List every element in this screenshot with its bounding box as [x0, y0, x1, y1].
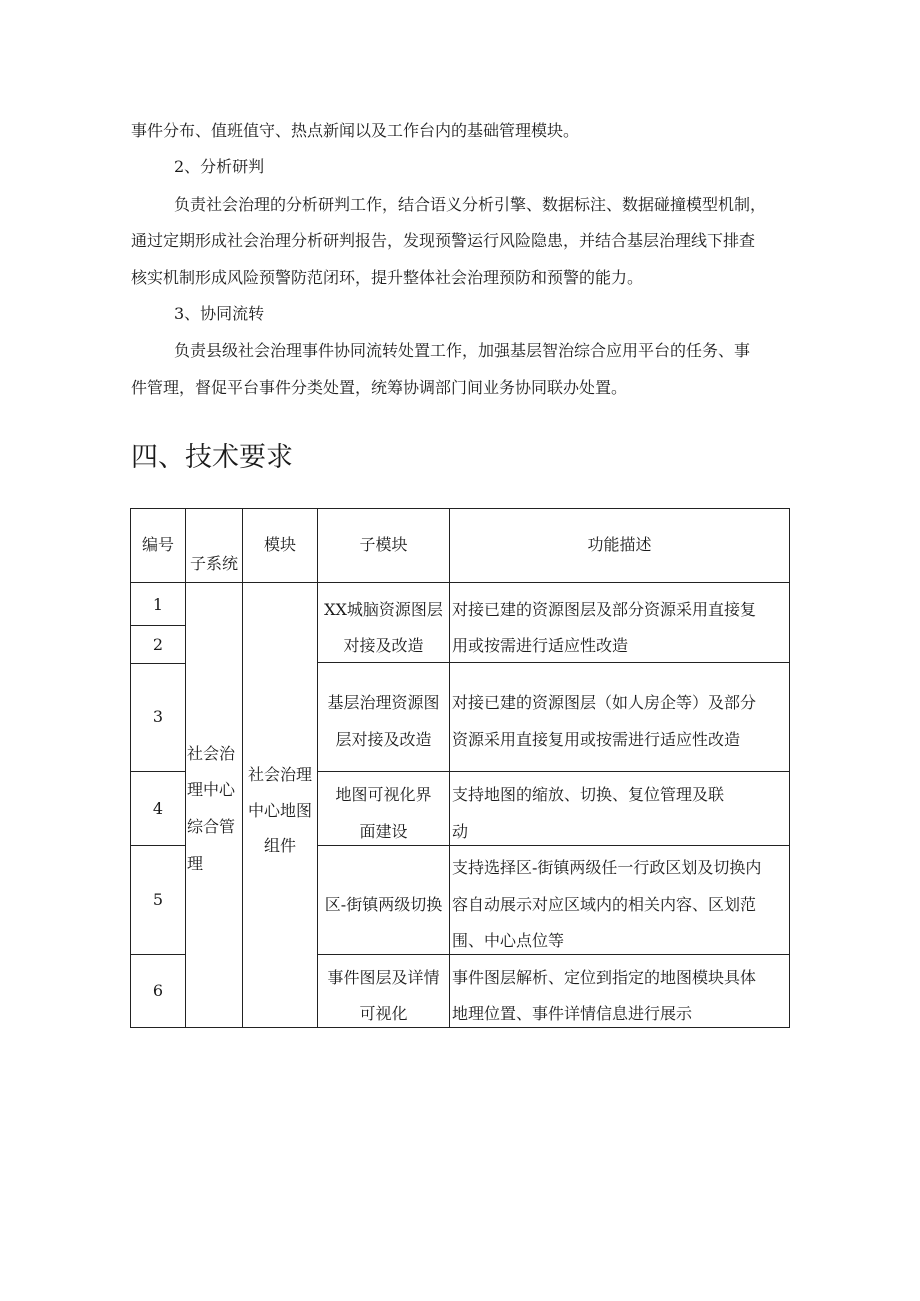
description-text: 支持地图的缩放、切换、复位管理及联 [452, 785, 725, 804]
submodule-text: 基层治理资源图 [327, 693, 440, 712]
submodule-text: 对接及改造 [343, 636, 424, 655]
header-subsystem: 子系统 [189, 554, 238, 573]
row-number: 3 [152, 707, 164, 726]
paragraph-line: 负责县级社会治理事件协同流转处置工作，加强基层智治综合应用平台的任务、事 [174, 341, 751, 360]
module-text: 组件 [263, 836, 296, 855]
subsystem-text: 理中心 [187, 780, 236, 799]
paragraph-line: 负责社会治理的分析研判工作，结合语义分析引擎、数据标注、数据碰撞模型机制， [174, 195, 767, 214]
module-text: 社会治理 [247, 765, 312, 784]
header-module: 模块 [263, 535, 296, 554]
description-text: 围、中心点位等 [452, 931, 565, 950]
description-text: 容自动展示对应区域内的相关内容、区划范 [452, 895, 757, 914]
submodule-text: XX城脑资源图层 [324, 600, 443, 619]
description-text: 资源采用直接复用或按需进行适应性改造 [452, 730, 741, 749]
submodule-text: 事件图层及详情 [327, 968, 440, 987]
module-text: 中心地图 [247, 801, 312, 820]
submodule-text: 面建设 [359, 822, 408, 841]
submodule-text: 地图可视化界 [335, 785, 432, 804]
paragraph-line: 核实机制形成风险预警防范闭环，提升整体社会治理预防和预警的能力。 [131, 268, 644, 287]
subsystem-text: 理 [187, 854, 204, 873]
header-description: 功能描述 [587, 535, 652, 554]
description-text: 地理位置、事件详情信息进行展示 [452, 1004, 693, 1023]
description-text: 用或按需进行适应性改造 [452, 636, 629, 655]
paragraph-line: 通过定期形成社会治理分析研判报告，发现预警运行风险隐患，并结合基层治理线下排查 [131, 231, 756, 250]
description-text: 对接已建的资源图层（如人房企等）及部分 [452, 693, 757, 712]
submodule-text: 层对接及改造 [335, 730, 432, 749]
paragraph-line: 件管理，督促平台事件分类处置，统筹协调部门间业务协同联办处置。 [131, 378, 628, 397]
description-text: 动 [452, 822, 469, 841]
row-number: 6 [152, 981, 164, 1000]
row-number: 1 [152, 595, 164, 614]
submodule-text: 可视化 [359, 1004, 408, 1023]
row-number: 2 [152, 635, 164, 654]
header-number: 编号 [141, 535, 174, 554]
submodule-text: 区-街镇两级切换 [324, 895, 443, 914]
row-number: 4 [152, 799, 164, 818]
subsection-title: 2、分析研判 [174, 157, 265, 176]
description-text: 对接已建的资源图层及部分资源采用直接复 [452, 600, 757, 619]
section-heading: 四、技术要求 [131, 442, 293, 473]
subsystem-text: 综合管 [187, 817, 236, 836]
subsection-title: 3、协同流转 [174, 304, 265, 323]
header-submodule: 子模块 [359, 535, 408, 554]
row-number: 5 [152, 890, 164, 909]
paragraph-line: 事件分布、值班值守、热点新闻以及工作台内的基础管理模块。 [131, 121, 580, 140]
description-text: 事件图层解析、定位到指定的地图模块具体 [452, 968, 757, 987]
subsystem-text: 社会治 [187, 744, 236, 763]
description-text: 支持选择区-街镇两级任一行政区划及切换内 [452, 858, 762, 877]
